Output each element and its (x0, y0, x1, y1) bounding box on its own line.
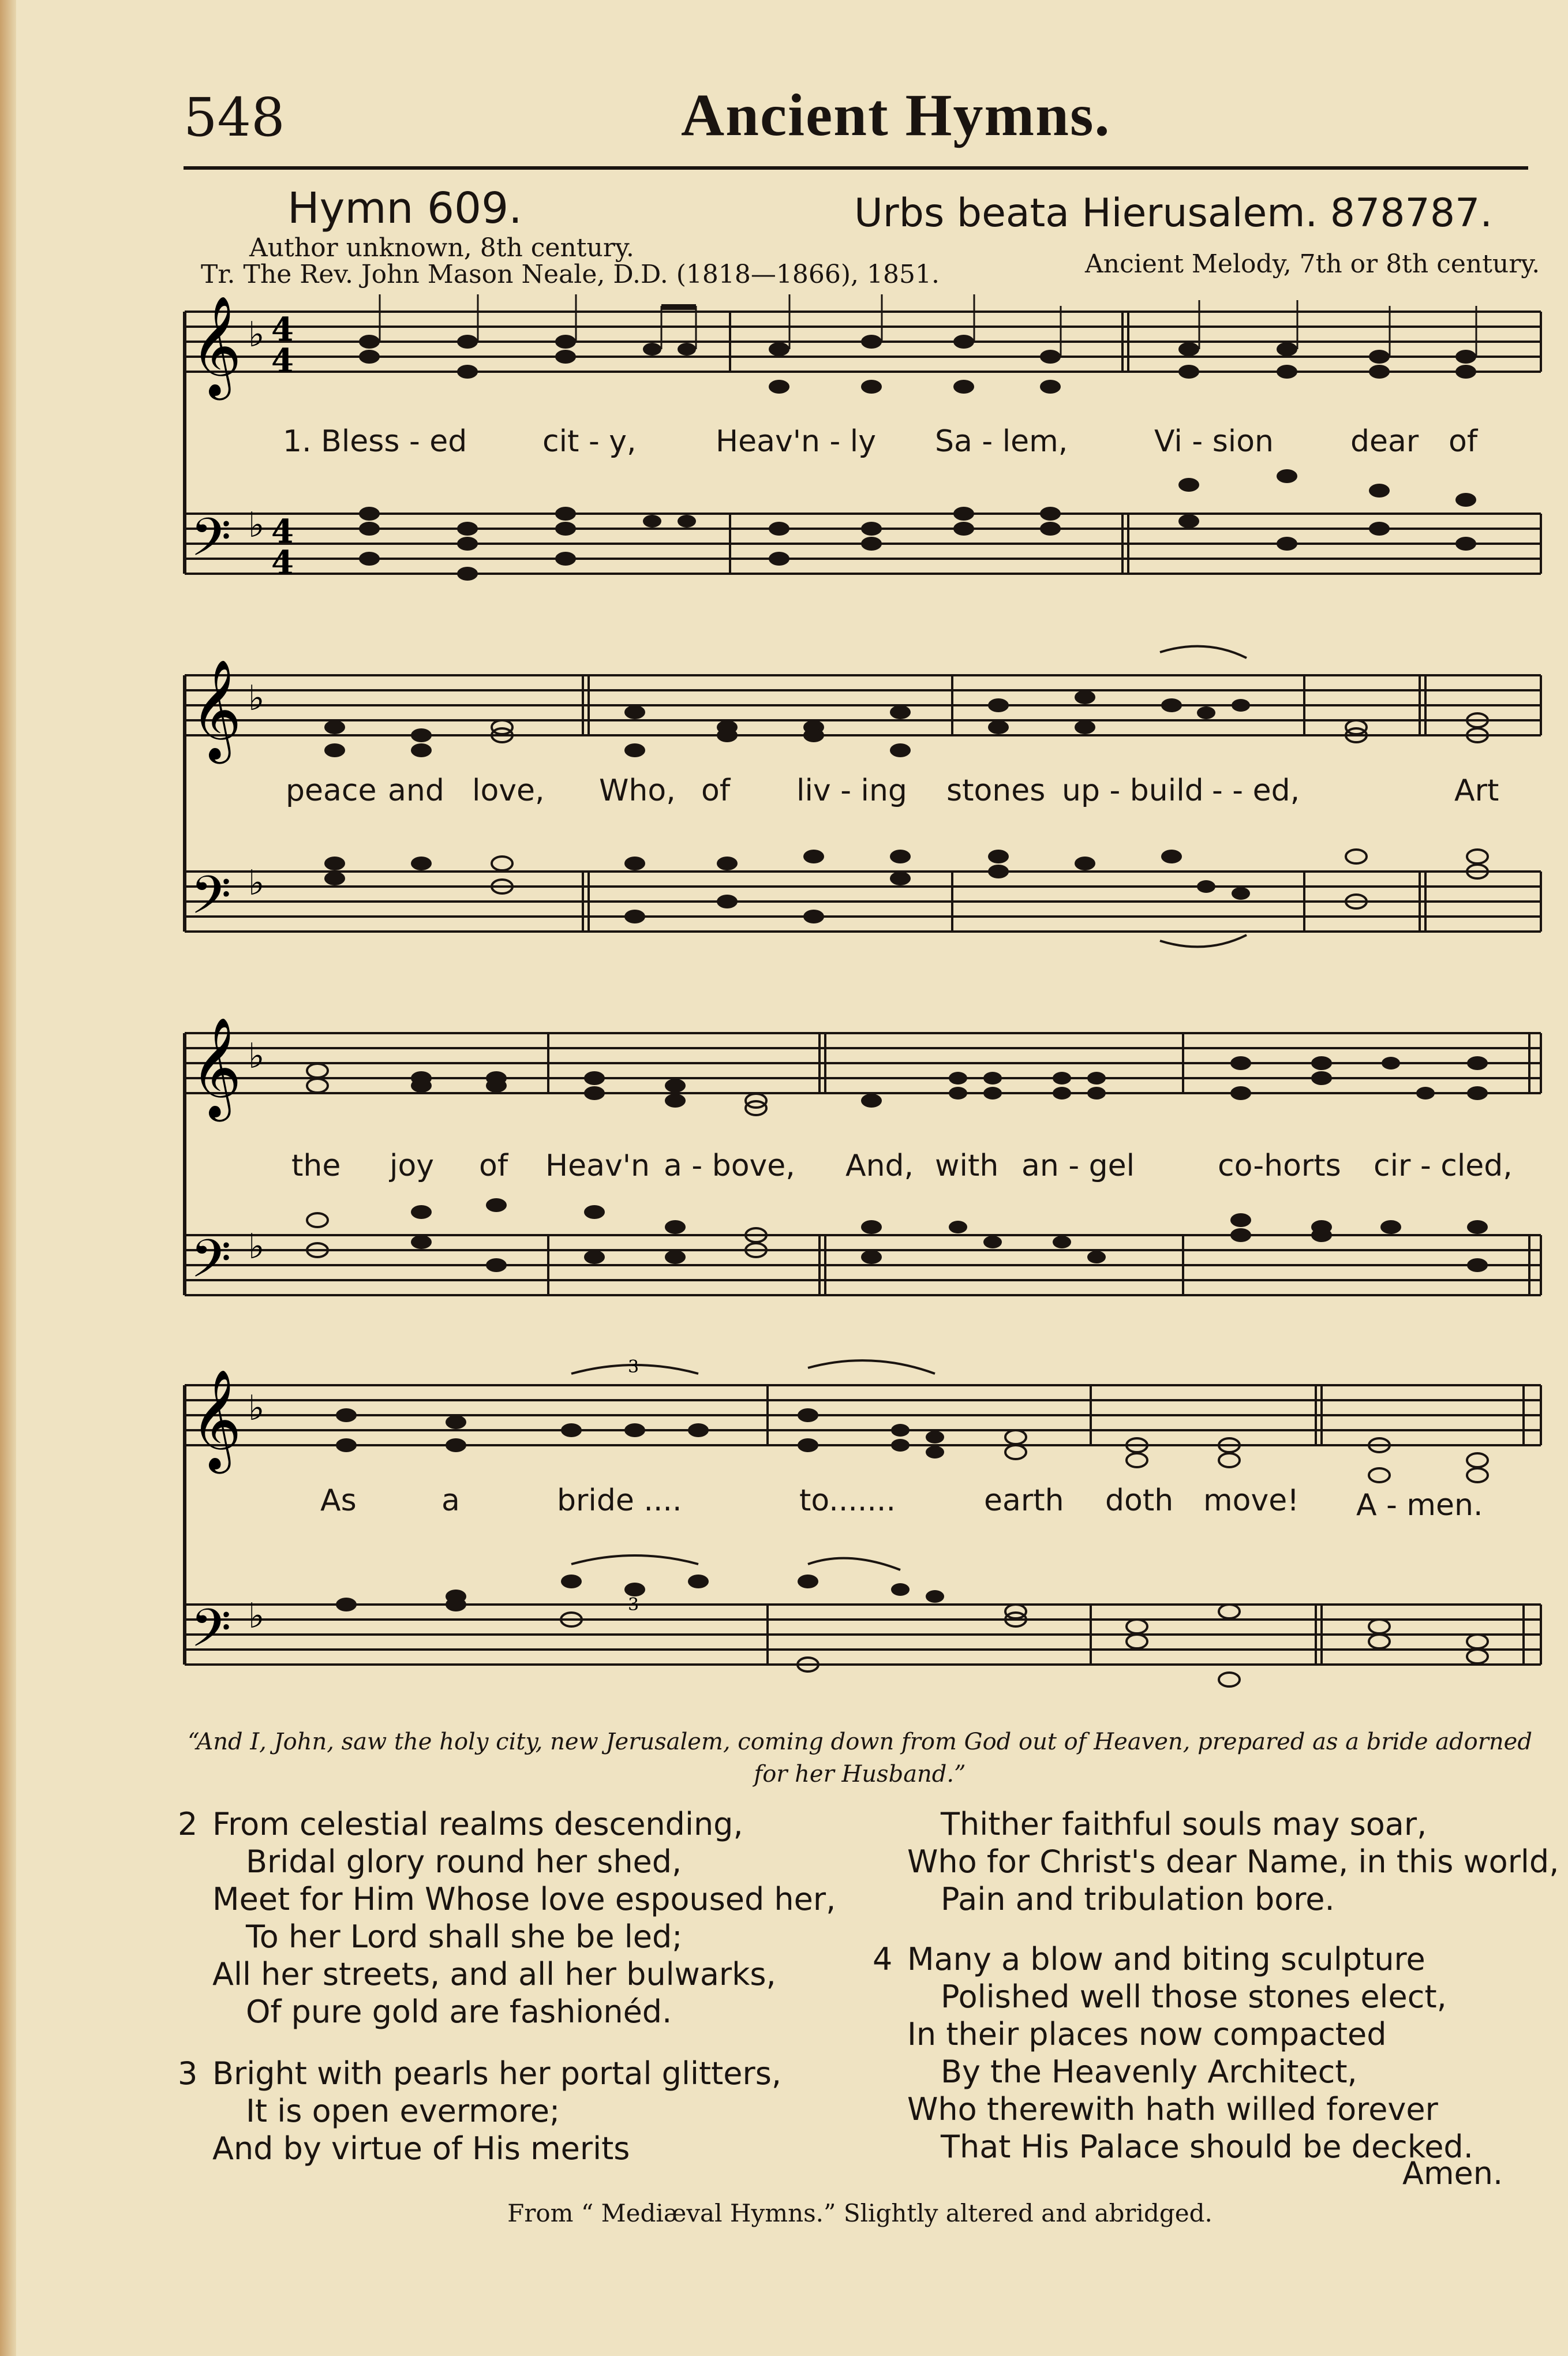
verse-3 (178, 2055, 782, 2167)
music-system-1 (179, 294, 1547, 606)
verse-number: 3 (178, 2055, 198, 2092)
verse-number: 4 (873, 1941, 893, 1977)
treble-clef-icon: 𝄞 (190, 1017, 242, 1117)
staff-svg-4 (179, 1351, 1547, 1720)
lyric-1-1: 1. Bless - ed (283, 424, 467, 459)
lyric-4-1: As (320, 1483, 357, 1518)
lyric-3-9: co-horts (1218, 1149, 1341, 1183)
lyric-4-2: a (441, 1483, 460, 1518)
svg-text:♭: ♭ (248, 505, 265, 545)
verse-line: From celestial realms descending, (212, 1806, 743, 1842)
scripture-footnote: “And I, John, saw the holy city, new Jerusalem, coming down from God out of Heaven, prepared as a bride adorned for her Husband.” (188, 1729, 1532, 1787)
lyric-3-5: a - bove, (664, 1149, 795, 1183)
lyric-4-8: A - men. (1356, 1488, 1483, 1523)
lyric-1-2: cit - y, (542, 424, 637, 459)
lyric-1-7: of (1449, 424, 1478, 459)
bass-clef-icon: 𝄢 (190, 865, 231, 938)
lyric-4-5: earth (984, 1483, 1064, 1518)
verse-line: Who therewith hath willed forever (907, 2091, 1438, 2127)
lyric-3-8: an - gel (1021, 1149, 1135, 1183)
verse-3-continued (907, 1805, 1559, 1918)
lyric-4-6: doth (1105, 1483, 1174, 1518)
lyric-3-3: of (479, 1149, 508, 1183)
lyric-1-3: Heav'n - ly (716, 424, 877, 459)
svg-text:4: 4 (271, 342, 294, 380)
lyric-2-6: liv - ing (796, 773, 907, 808)
svg-text:♭: ♭ (248, 678, 265, 719)
melody-credit: Ancient Melody, 7th or 8th century. (1085, 249, 1540, 279)
amen: Amen. (1402, 2155, 1503, 2192)
lyric-3-1: the (291, 1149, 341, 1183)
svg-text:3: 3 (628, 1357, 639, 1377)
verse-line: Thither faithful souls may soar, (941, 1806, 1427, 1842)
lyric-4-7: move! (1203, 1483, 1300, 1518)
page-edge (0, 0, 16, 2356)
svg-text:♭: ♭ (248, 863, 265, 903)
lyric-2-3: love, (472, 773, 545, 808)
svg-text:♭: ♭ (248, 1596, 265, 1636)
header-rule (184, 166, 1528, 170)
lyric-2-1: peace (286, 773, 377, 808)
lyric-4-3: bride .... (557, 1483, 682, 1518)
verse-line: Meet for Him Whose love espoused her, (212, 1881, 836, 1917)
svg-text:4: 4 (271, 311, 294, 349)
lyric-2-10: Art (1454, 773, 1499, 808)
lyric-1-6: dear (1350, 424, 1419, 459)
lyric-2-9: - - ed, (1212, 773, 1300, 808)
verse-line: By the Heavenly Architect, (941, 2054, 1357, 2090)
verse-line: It is open evermore; (246, 2093, 560, 2129)
bass-clef-icon: 𝄢 (190, 507, 231, 581)
svg-text:♭: ♭ (248, 1226, 265, 1267)
lyric-2-2: and (388, 773, 444, 808)
lyric-2-8: up - build (1062, 773, 1204, 808)
verse-line: That His Palace should be decked. (941, 2129, 1473, 2165)
verse-line: Bright with pearls her portal glitters, (212, 2055, 782, 2092)
author-credit: Author unknown, 8th century. (249, 233, 634, 263)
music-system-4 (179, 1351, 1547, 1720)
lyric-3-10: cir - cled, (1374, 1149, 1513, 1183)
music-system-2 (179, 641, 1547, 952)
verse-line: To her Lord shall she be led; (246, 1919, 683, 1955)
bass-clef-icon: 𝄢 (190, 1598, 231, 1671)
verse-line: Pain and tribulation bore. (941, 1881, 1335, 1917)
music-system-3 (179, 1004, 1547, 1316)
translator-credit: Tr. The Rev. John Mason Neale, D.D. (1818—1866), 1851. (201, 260, 940, 289)
lyric-1-5: Vi - sion (1154, 424, 1274, 459)
verse-line: Bridal glory round her shed, (246, 1843, 682, 1880)
svg-text:♭: ♭ (248, 1036, 265, 1076)
tune-name-meter: Urbs beata Hierusalem. 878787. (854, 190, 1492, 236)
lyric-2-5: of (701, 773, 731, 808)
verse-line: In their places now compacted (907, 2016, 1387, 2052)
bass-clef-icon: 𝄢 (190, 1228, 231, 1302)
lyric-3-6: And, (845, 1149, 914, 1183)
verse-2 (178, 1805, 836, 2030)
lyric-4-4: to....... (799, 1483, 896, 1518)
lyric-1-4: Sa - lem, (935, 424, 1068, 459)
treble-clef-icon: 𝄞 (190, 296, 242, 396)
treble-clef-icon: 𝄞 (190, 659, 242, 760)
svg-text:3: 3 (628, 1595, 639, 1615)
verse-line: Who for Christ's dear Name, in this world, (907, 1843, 1559, 1880)
verse-number: 2 (178, 1806, 198, 1842)
svg-text:4: 4 (271, 513, 294, 551)
verse-line: And by virtue of His merits (212, 2130, 630, 2167)
verse-line: Many a blow and biting sculpture (907, 1941, 1425, 1977)
lyric-3-4: Heav'n (545, 1149, 650, 1183)
svg-text:4: 4 (271, 544, 294, 582)
hymn-number: Hymn 609. (287, 184, 522, 233)
page-number: 548 (184, 87, 285, 148)
lyric-3-2: joy (390, 1149, 435, 1183)
source-note: From “ Mediæval Hymns.” Slightly altered and abridged. (507, 2199, 1213, 2227)
treble-clef-icon: 𝄞 (190, 1369, 242, 1469)
running-head: Ancient Hymns. (681, 82, 1111, 148)
verse-4 (873, 1940, 1473, 2166)
verse-line: Of pure gold are fashionéd. (246, 1994, 672, 2030)
svg-text:♭: ♭ (248, 1388, 265, 1428)
svg-text:♭: ♭ (248, 315, 265, 355)
verse-line: All her streets, and all her bulwarks, (212, 1956, 776, 1992)
verse-line: Polished well those stones elect, (941, 1979, 1447, 2015)
lyric-2-4: Who, (599, 773, 676, 808)
lyric-3-7: with (935, 1149, 999, 1183)
lyric-2-7: stones (946, 773, 1046, 808)
